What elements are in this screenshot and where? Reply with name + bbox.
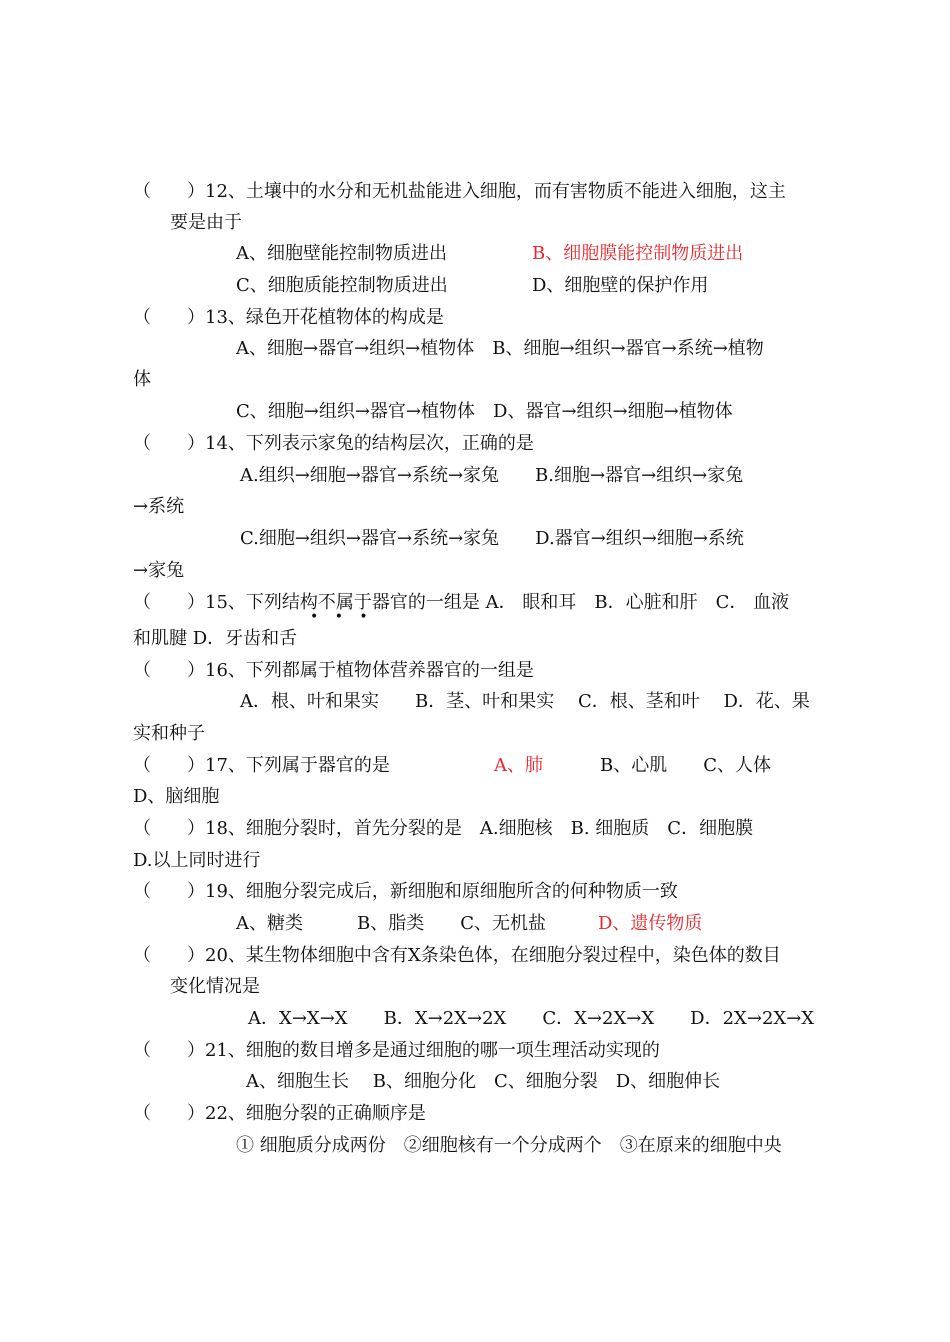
q12-option-b-answer: B、细胞膜能控制物质进出: [532, 243, 744, 264]
q20-stem-line2: 变化情况是: [170, 976, 260, 997]
q14-options-ab-wrap: →系统: [133, 496, 185, 517]
q13-stem: （ ）13、绿色开花植物体的构成是: [133, 307, 444, 328]
q17-stem: （ ）17、下列属于器官的是: [133, 755, 390, 776]
q18-option-d: D.以上同时进行: [133, 850, 261, 871]
q18-stem: （ ）18、细胞分裂时，首先分裂的是 A.细胞核 B. 细胞质 C．细胞膜: [133, 818, 754, 839]
q20-stem-line1: （ ）20、某生物体细胞中含有X条染色体，在细胞分裂过程中，染色体的数目: [133, 945, 781, 966]
q17-option-d: D、脑细胞: [133, 786, 220, 807]
q14-stem: （ ）14、下列表示家兔的结构层次，正确的是: [133, 433, 534, 454]
q19-option-d-answer: D、遗传物质: [598, 913, 703, 934]
q15-emphasis-dots: • • •: [310, 609, 374, 625]
q13-options-ab: A、细胞→器官→组织→植物体 B、细胞→组织→器官→系统→植物: [236, 338, 764, 359]
q12-option-c: C、细胞质能控制物质进出: [236, 275, 448, 296]
q21-options: A、细胞生长 B、细胞分化 C、细胞分裂 D、细胞伸长: [246, 1071, 721, 1092]
q22-stem: （ ）22、细胞分裂的正确顺序是: [133, 1103, 426, 1124]
q15-stem-wrap: 和肌腱 D．牙齿和舌: [133, 628, 298, 649]
q16-options: A．根、叶和果实 B．茎、叶和果实 C．根、茎和叶 D．花、果: [240, 691, 810, 712]
q12-stem-line1: （ ）12、土壤中的水分和无机盐能进入细胞，而有害物质不能进入细胞，这主: [133, 181, 786, 202]
q13-options-wrap: 体: [133, 369, 151, 390]
q12-stem-line2: 要是由于: [170, 212, 242, 233]
q14-options-cd: C.细胞→组织→器官→系统→家兔 D.器官→组织→细胞→系统: [240, 528, 744, 549]
q19-stem: （ ）19、细胞分裂完成后，新细胞和原细胞所含的何种物质一致: [133, 881, 678, 902]
q16-options-wrap: 实和种子: [133, 723, 205, 744]
q17-option-a-answer: A、肺: [494, 755, 543, 776]
q20-options: A．X→X→X B．X→2X→2X C．X→2X→X D．2X→2X→X: [248, 1008, 815, 1029]
q12-option-d: D、细胞壁的保护作用: [532, 275, 709, 296]
q17-options-bc: B、心肌 C、人体: [600, 755, 771, 776]
q12-option-a: A、细胞壁能控制物质进出: [236, 243, 447, 264]
q22-steps: ① 细胞质分成两份 ②细胞核有一个分成两个 ③在原来的细胞中央: [236, 1135, 782, 1156]
q15-stem: （ ）15、下列结构不属于器官的一组是 A． 眼和耳 B．心脏和肝 C． 血液: [133, 592, 790, 613]
q19-options-abc: A、糖类 B、脂类 C、无机盐: [236, 913, 546, 934]
q16-stem: （ ）16、下列都属于植物体营养器官的一组是: [133, 660, 534, 681]
q21-stem: （ ）21、细胞的数目增多是通过细胞的哪一项生理活动实现的: [133, 1040, 660, 1061]
q14-options-ab: A.组织→细胞→器官→系统→家兔 B.细胞→器官→组织→家兔: [240, 465, 744, 486]
q14-options-cd-wrap: →家兔: [133, 560, 185, 581]
q13-options-cd: C、细胞→组织→器官→植物体 D、器官→组织→细胞→植物体: [236, 401, 733, 422]
